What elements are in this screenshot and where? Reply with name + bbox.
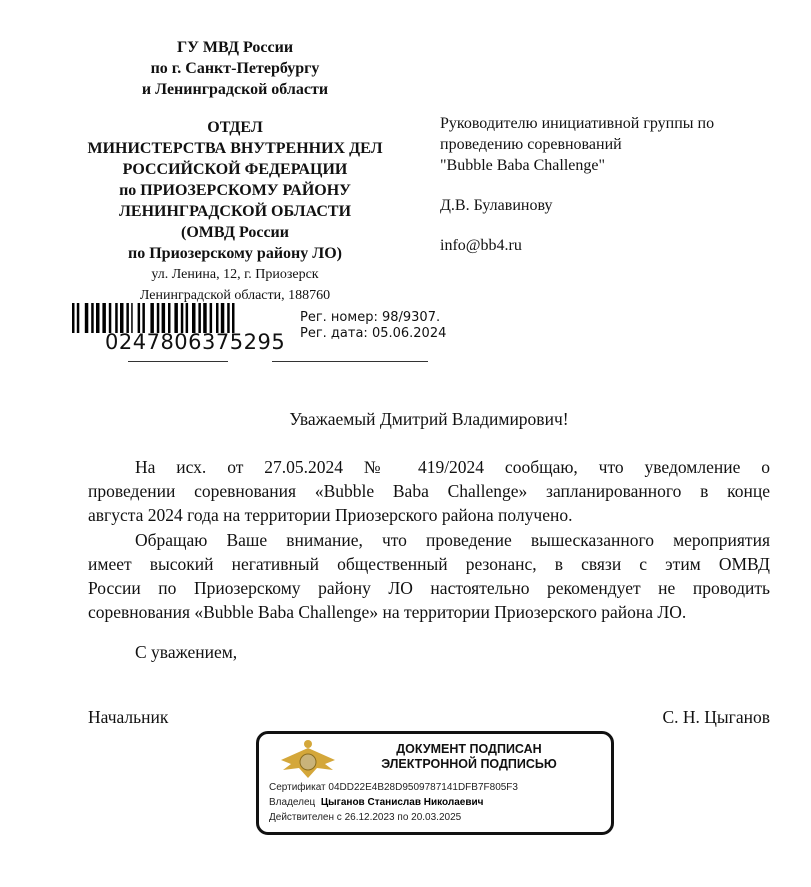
barcode-bar <box>120 303 124 333</box>
barcode-bar <box>96 303 100 333</box>
body-line: имеет высокий негативный общественный резонанс, в связи с этим ОМВД <box>88 554 770 574</box>
barcode-bar <box>210 303 213 333</box>
barcode-bar <box>181 303 184 333</box>
closing: С уважением, <box>135 642 238 662</box>
barcode-bar <box>138 303 141 333</box>
barcode-number: 0247806375295 <box>105 330 286 354</box>
body-line: проведении соревнования «Bubble Baba Challenge» запланированного в конце <box>88 481 770 501</box>
date-underline <box>272 361 428 362</box>
body-line: соревнования «Bubble Baba Challenge» на территории Приозерского района ЛО. <box>88 602 687 622</box>
stamp-certificate <box>269 782 518 793</box>
dept-line: МИНИСТЕРСТВА ВНУТРЕННИХ ДЕЛ <box>87 140 383 157</box>
barcode-bar <box>203 303 207 333</box>
barcode-bar <box>168 303 171 333</box>
recipient-line: проведению соревнований <box>440 136 622 153</box>
e-signature-stamp <box>256 731 614 835</box>
barcode-bar <box>142 303 145 333</box>
signatory-name: С. Н. Цыганов <box>662 707 770 727</box>
barcode <box>72 303 294 333</box>
stamp-owner <box>269 797 483 808</box>
body-line: России по Приозерскому району ЛО настоятельно рекомендует не проводить <box>88 578 770 598</box>
dept-line: по ПРИОЗЕРСКОМУ РАЙОНУ <box>119 182 351 199</box>
owner-label: Владелец <box>269 797 316 808</box>
recipient-name: Д.В. Булавинову <box>440 197 553 214</box>
barcode-bar <box>198 303 201 333</box>
barcode-bar <box>227 303 230 333</box>
dept-line: по Приозерскому району ЛО) <box>128 245 342 262</box>
stamp-title-line: ДОКУМЕНТ ПОДПИСАН <box>396 742 542 756</box>
sender-dept <box>60 117 410 264</box>
recipient-line: "Bubble Baba Challenge" <box>440 157 606 174</box>
signatory-position: Начальник <box>88 707 169 727</box>
address-line: Ленинградской области, 188760 <box>139 288 331 303</box>
barcode-bar <box>77 303 80 333</box>
recipient-email[interactable]: info@bb4.ru <box>440 237 522 254</box>
sender-org <box>60 37 410 100</box>
barcode-bar <box>150 303 154 333</box>
barcode-bar <box>102 303 106 333</box>
owner-value: Цыганов Станислав Николаевич <box>320 797 484 808</box>
dept-line: ЛЕНИНГРАДСКОЙ ОБЛАСТИ <box>118 203 352 220</box>
barcode-bar <box>157 303 160 333</box>
stamp-title-line: ЭЛЕКТРОННОЙ ПОДПИСЬЮ <box>381 757 557 771</box>
number-underline <box>128 361 228 362</box>
barcode-bar <box>221 303 225 333</box>
barcode-bar <box>192 303 196 333</box>
salutation: Уважаемый Дмитрий Владимирович! <box>289 409 569 429</box>
org-line: по г. Санкт-Петербургу <box>150 60 320 77</box>
address-line: ул. Ленина, 12, г. Приозерск <box>151 267 319 282</box>
org-line: ГУ МВД России <box>176 39 294 56</box>
cert-label: Сертификат <box>269 782 326 793</box>
barcode-bar <box>216 303 219 333</box>
barcode-bar <box>115 303 118 333</box>
body-line: августа 2024 года на территории Приозерского района получено. <box>88 505 573 525</box>
barcode-bar <box>232 303 235 333</box>
org-line: и Ленинградской области <box>141 81 329 98</box>
dept-line: РОССИЙСКОЙ ФЕДЕРАЦИИ <box>122 161 348 178</box>
mvd-emblem-icon <box>277 738 339 786</box>
barcode-bar <box>162 303 166 333</box>
barcode-bar <box>72 303 75 333</box>
body-line: Обращаю Ваше внимание, что проведение вышесказанного мероприятия <box>135 530 770 550</box>
barcode-bar <box>174 303 178 333</box>
dept-line: (ОМВД России <box>181 224 289 241</box>
barcode-bar <box>186 303 189 333</box>
dept-line: ОТДЕЛ <box>207 119 263 136</box>
sender-address <box>60 264 410 306</box>
recipient-block <box>440 113 714 256</box>
barcode-bar <box>85 303 89 333</box>
barcode-bar <box>131 303 133 333</box>
reg-number: Рег. номер: 98/9307. <box>300 310 441 325</box>
stamp-title <box>349 742 589 772</box>
barcode-bar <box>126 303 128 333</box>
recipient-line: Руководителю инициативной группы по <box>440 115 715 132</box>
reg-date: Рег. дата: 05.06.2024 <box>300 326 447 341</box>
barcode-bar <box>109 303 112 333</box>
barcode-bar <box>91 303 94 333</box>
stamp-validity: Действителен с 26.12.2023 по 20.03.2025 <box>269 812 462 823</box>
body-line: На исх. от 27.05.2024 № 419/2024 сообщаю, что уведомление о <box>135 457 770 477</box>
cert-value: 04DD22E4B28D9509787141DFB7F805F3 <box>328 782 518 793</box>
